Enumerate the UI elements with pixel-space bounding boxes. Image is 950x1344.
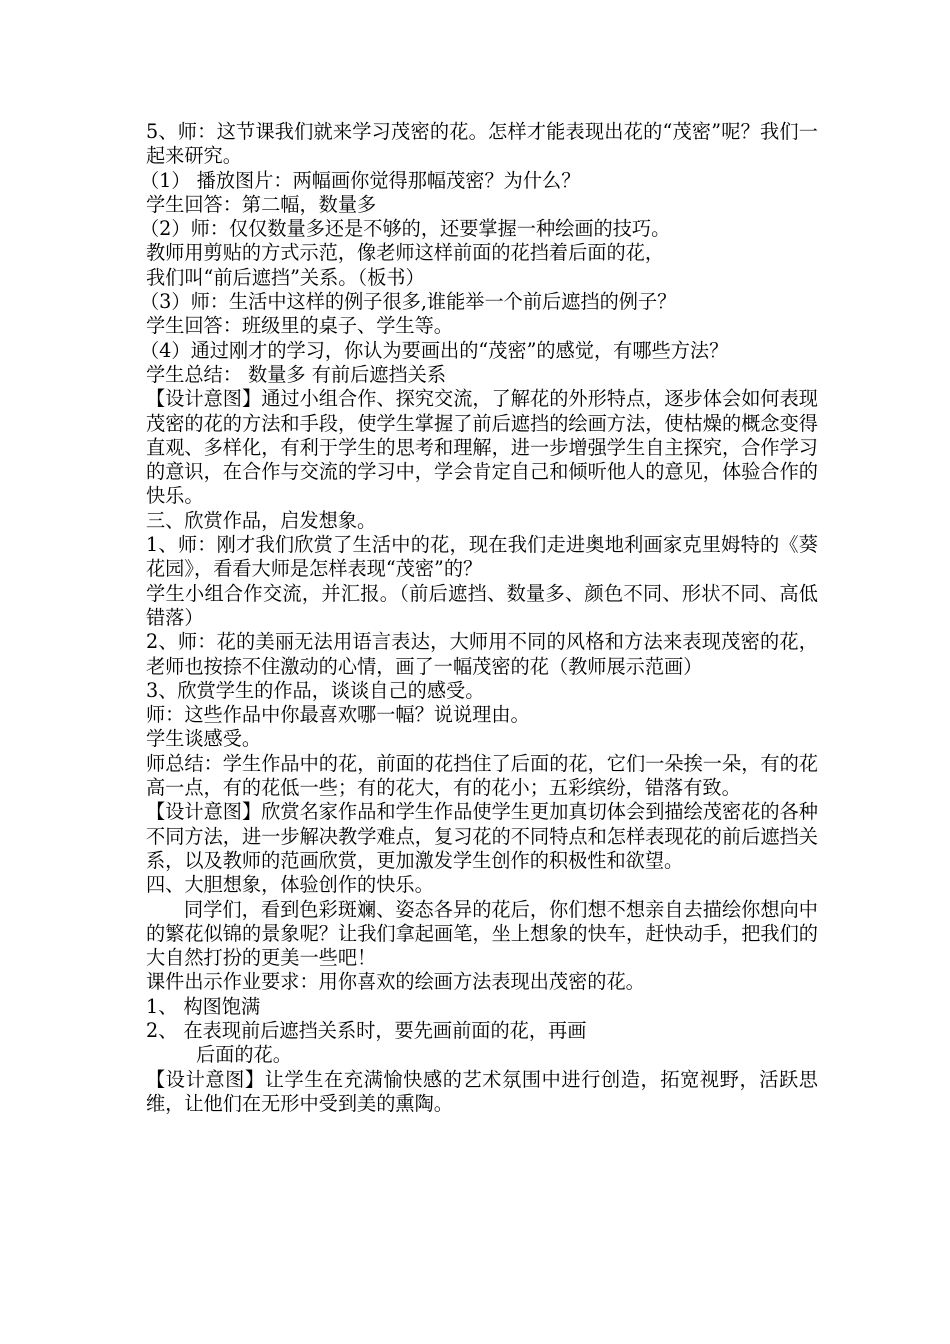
- paragraph-item1: （1） 播放图片：两幅画你觉得那幅茂密？为什么？: [140, 168, 581, 192]
- paragraph-student-answer2: 学生回答：班级里的桌子、学生等。: [146, 314, 453, 338]
- paragraph-step5: 5、师：这节课我们就来学习茂密的花。怎样才能表现出花的“茂密”呢？我们一起来研究。: [146, 120, 818, 168]
- paragraph-item3: （3）师：生活中这样的例子很多,谁能举一个前后遮挡的例子？: [140, 290, 677, 314]
- paragraph-design-intent3: 【设计意图】让学生在充满愉快感的艺术氛围中进行创造，拓宽视野，活跃思维，让他们在无形中受到美的熏陶。: [146, 1067, 818, 1115]
- paragraph-appreciate1: 1、师：刚才我们欣赏了生活中的花，现在我们走进奥地利画家克里姆特的《葵花园》，看看大师是怎样表现“茂密”的？: [146, 533, 818, 581]
- paragraph-student-feeling: 学生谈感受。: [146, 727, 262, 751]
- paragraph-item2: （2）师：仅仅数量多还是不够的，还要掌握一种绘画的技巧。: [140, 217, 671, 241]
- section-heading-4: 四、大胆想象，体验创作的快乐。: [146, 873, 434, 897]
- paragraph-group-report: 学生小组合作交流，并汇报。（前后遮挡、数量多、颜色不同、形状不同、高低错落）: [146, 581, 818, 629]
- paragraph-design-intent2: 【设计意图】欣赏名家作品和学生作品使学生更加真切体会到描绘茂密花的各种不同方法，进一步解决教学难点，复习花的不同特点和怎样表现花的前后遮挡关系，以及教师的范画欣赏，更加激发学生创作的积极性和欲望。: [146, 800, 818, 872]
- paragraph-appreciate2: 2、师：花的美丽无法用语言表达，大师用不同的风格和方法来表现茂密的花，老师也按捺不住激动的心情，画了一幅茂密的花（教师展示范画）: [146, 630, 818, 678]
- list-item-requirement2: [146, 1019, 818, 1068]
- section-heading-3: 三、欣赏作品，启发想象。: [146, 508, 377, 532]
- paragraph-teacher-demo-cont: 我们叫“前后遮挡”关系。（板书）: [146, 265, 425, 289]
- paragraph-imagination: 同学们，看到色彩斑斓、姿态各异的花后，你们想不想亲自去描绘你想向中的繁花似锦的景象呢？让我们拿起画笔，坐上想象的快车，赶快动手，把我们的大自然打扮的更美一些吧！: [146, 897, 818, 970]
- list-item-requirement1: 1、 构图饱满: [146, 994, 261, 1018]
- paragraph-appreciate3: 3、欣赏学生的作品，谈谈自己的感受。: [146, 678, 485, 702]
- paragraph-student-summary: 学生总结： 数量多 有前后遮挡关系: [146, 362, 447, 386]
- paragraph-teacher-summary: 师总结：学生作品中的花，前面的花挡住了后面的花，它们一朵挨一朵，有的花高一点，有的花低一些；有的花大，有的花小；五彩缤纷，错落有致。: [146, 751, 818, 800]
- list-item-requirement2-cont: 后面的花。: [196, 1043, 292, 1067]
- paragraph-student-answer1: 学生回答：第二幅，数量多: [146, 192, 377, 216]
- document-body: [140, 120, 818, 1116]
- paragraph-homework-requirement: 课件出示作业要求：用你喜欢的绘画方法表现出茂密的花。: [146, 970, 645, 994]
- paragraph-teacher-demo: 教师用剪贴的方式示范，像老师这样前面的花挡着后面的花，: [146, 241, 665, 265]
- list-item-requirement2-text: 2、 在表现前后遮挡关系时，要先画前面的花，再画: [146, 1018, 587, 1042]
- paragraph-item4: （4）通过刚才的学习，你认为要画出的“茂密”的感觉，有哪些方法？: [140, 338, 729, 362]
- paragraph-teacher-question: 师：这些作品中你最喜欢哪一幅？说说理由。: [146, 703, 530, 727]
- paragraph-design-intent1: 【设计意图】通过小组合作、探究交流，了解花的外形特点，逐步体会如何表现茂密的花的方法和手段，使学生掌握了前后遮挡的绘画方法，使枯燥的概念变得直观、多样化，有利于学生的思考和理解，进一步增强学生自主探究，合作学习的意识，在合作与交流的学习中，学会肯定自己和倾听他人的意见，体验合作的快乐。: [146, 387, 818, 508]
